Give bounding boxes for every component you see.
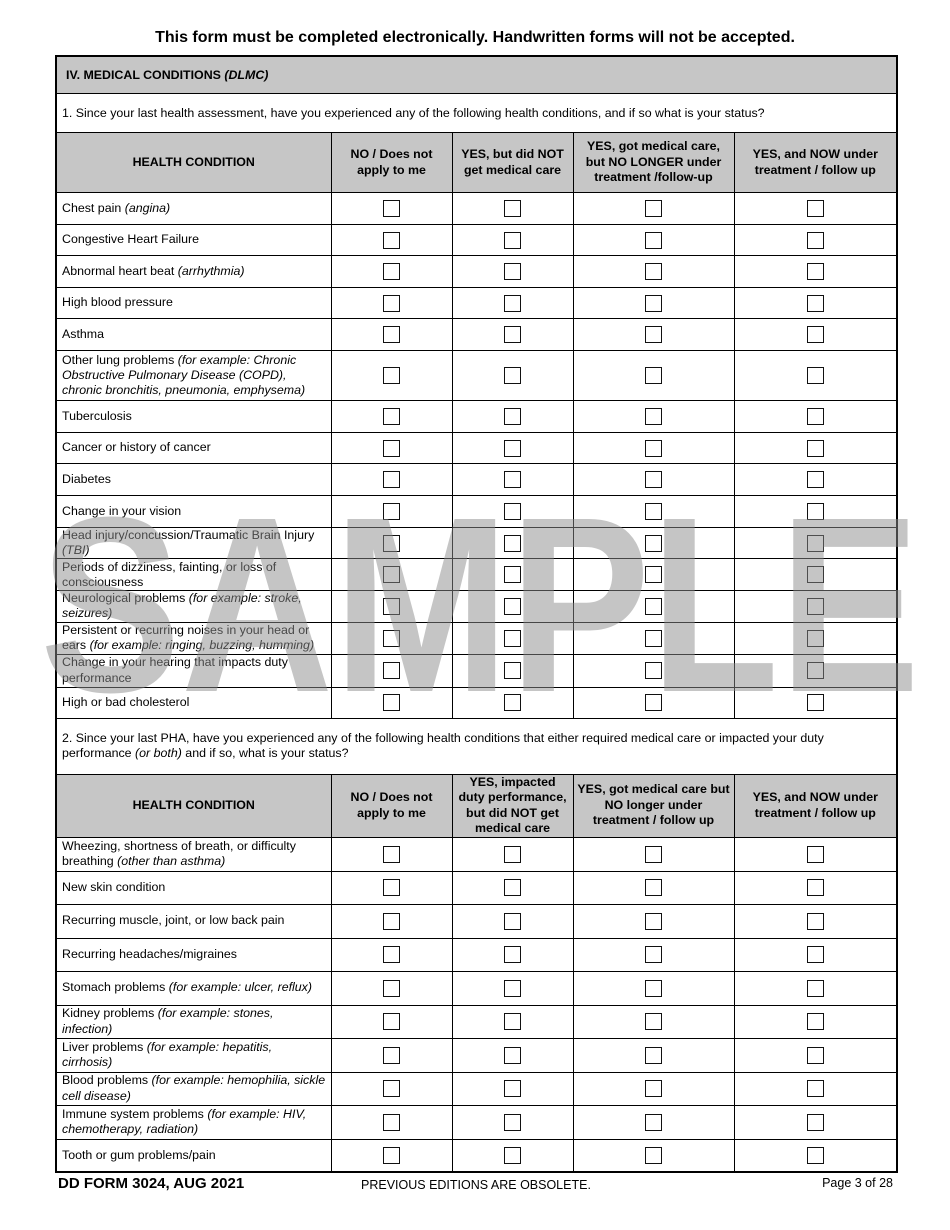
condition-label: Blood problems (for example: hemophilia, sickle cell disease) xyxy=(56,1072,331,1105)
condition-label: Persistent or recurring noises in your head or ears (for example: ringing, buzzing, humming) xyxy=(56,622,331,654)
checkbox-yes-now[interactable] xyxy=(807,200,824,217)
checkbox-cell xyxy=(573,319,734,351)
question-2-text: 2. Since your last PHA, have you experienced any of the following health conditions that either required medical care or impacted your duty performance (or both) and if so, what is your status? xyxy=(56,718,897,774)
checkbox-cell xyxy=(734,401,897,433)
checkbox-cell xyxy=(331,193,452,225)
checkbox-cell xyxy=(331,904,452,938)
condition-example: (for example: ulcer, reflux) xyxy=(168,980,312,995)
condition-label: Congestive Heart Failure xyxy=(56,225,331,256)
checkbox-yes-no-longer[interactable] xyxy=(645,879,662,896)
condition-row xyxy=(56,1005,897,1038)
checkbox-yes-no-longer[interactable] xyxy=(645,295,662,312)
condition-label: Tuberculosis xyxy=(56,401,331,433)
condition-label: Neurological problems (for example: stroke, seizures) xyxy=(56,591,331,622)
condition-label: Change in your hearing that impacts duty performance xyxy=(56,654,331,687)
checkbox-yes-now[interactable] xyxy=(807,846,824,863)
checkbox-cell xyxy=(331,559,452,591)
checkbox-yes-now[interactable] xyxy=(807,1013,824,1030)
condition-label: Abnormal heart beat (arrhythmia) xyxy=(56,256,331,288)
condition-example: (arrhythmia) xyxy=(177,263,245,278)
condition-row xyxy=(56,256,897,288)
checkbox-cell xyxy=(331,464,452,496)
header-health-condition: HEALTH CONDITION xyxy=(56,133,331,193)
checkbox-yes-now[interactable] xyxy=(807,598,824,615)
checkbox-cell xyxy=(452,401,573,433)
checkbox-cell xyxy=(452,225,573,256)
checkbox-yes-no-longer[interactable] xyxy=(645,630,662,647)
checkbox-cell xyxy=(734,433,897,464)
checkbox-cell xyxy=(573,1072,734,1105)
checkbox-cell xyxy=(573,528,734,559)
checkbox-cell xyxy=(331,496,452,528)
condition-label: Recurring muscle, joint, or low back pain xyxy=(56,904,331,938)
section-header xyxy=(56,56,897,94)
checkbox-yes-no-longer[interactable] xyxy=(645,367,662,384)
checkbox-no[interactable] xyxy=(383,598,400,615)
checkbox-yes-no-care[interactable] xyxy=(504,879,521,896)
checkbox-no[interactable] xyxy=(383,471,400,488)
checkbox-cell xyxy=(452,319,573,351)
checkbox-yes-now[interactable] xyxy=(807,946,824,963)
checkbox-cell xyxy=(452,622,573,654)
condition-row xyxy=(56,971,897,1005)
checkbox-yes-no-longer[interactable] xyxy=(645,1147,662,1164)
header-yes-no-care: YES, but did NOT get medical care xyxy=(452,133,573,193)
condition-row xyxy=(56,559,897,591)
checkbox-cell xyxy=(573,591,734,622)
question-2-column-headers xyxy=(56,774,897,837)
header-yes-now: YES, and NOW under treatment / follow up xyxy=(734,133,897,193)
condition-label: Asthma xyxy=(56,319,331,351)
checkbox-cell xyxy=(573,1105,734,1139)
condition-label: Wheezing, shortness of breath, or difficulty breathing (other than asthma) xyxy=(56,837,331,871)
checkbox-no[interactable] xyxy=(383,326,400,343)
checkbox-cell xyxy=(331,837,452,871)
checkbox-cell xyxy=(573,687,734,718)
checkbox-yes-now[interactable] xyxy=(807,662,824,679)
checkbox-yes-now[interactable] xyxy=(807,232,824,249)
checkbox-cell xyxy=(573,654,734,687)
checkbox-cell xyxy=(573,871,734,904)
condition-label: Head injury/concussion/Traumatic Brain Injury (TBI) xyxy=(56,528,331,559)
checkbox-yes-no-longer[interactable] xyxy=(645,1047,662,1064)
condition-example: (for example: hepatitis, cirrhosis) xyxy=(62,1039,273,1069)
checkbox-no[interactable] xyxy=(383,913,400,930)
checkbox-no[interactable] xyxy=(383,1147,400,1164)
section-code: (DLMC) xyxy=(224,68,269,82)
checkbox-no[interactable] xyxy=(383,946,400,963)
checkbox-cell xyxy=(734,837,897,871)
checkbox-no[interactable] xyxy=(383,630,400,647)
header-health-condition: HEALTH CONDITION xyxy=(56,774,331,837)
condition-label: Cancer or history of cancer xyxy=(56,433,331,464)
checkbox-cell xyxy=(452,1005,573,1038)
checkbox-cell xyxy=(734,1038,897,1072)
checkbox-cell xyxy=(734,938,897,971)
checkbox-cell xyxy=(452,559,573,591)
checkbox-no[interactable] xyxy=(383,503,400,520)
checkbox-no[interactable] xyxy=(383,535,400,552)
checkbox-yes-no-longer[interactable] xyxy=(645,846,662,863)
checkbox-yes-no-care[interactable] xyxy=(504,598,521,615)
checkbox-cell xyxy=(573,1005,734,1038)
checkbox-yes-no-longer[interactable] xyxy=(645,440,662,457)
checkbox-cell xyxy=(573,1139,734,1172)
checkbox-yes-no-longer[interactable] xyxy=(645,1013,662,1030)
watermark-text: SAMPLE xyxy=(40,505,920,715)
checkbox-cell xyxy=(452,528,573,559)
checkbox-yes-no-care[interactable] xyxy=(504,408,521,425)
question-1-conditions xyxy=(56,193,897,719)
checkbox-yes-no-care[interactable] xyxy=(504,1047,521,1064)
condition-row xyxy=(56,1038,897,1072)
checkbox-yes-now[interactable] xyxy=(807,295,824,312)
checkbox-yes-now[interactable] xyxy=(807,367,824,384)
checkbox-no[interactable] xyxy=(383,263,400,280)
checkbox-no[interactable] xyxy=(383,662,400,679)
condition-row xyxy=(56,288,897,319)
checkbox-yes-no-care[interactable] xyxy=(504,295,521,312)
checkbox-yes-now[interactable] xyxy=(807,566,824,583)
condition-example: (other than asthma) xyxy=(117,854,226,868)
checkbox-cell xyxy=(573,837,734,871)
checkbox-cell xyxy=(452,1038,573,1072)
condition-label: Chest pain (angina) xyxy=(56,193,331,225)
checkbox-no[interactable] xyxy=(383,200,400,217)
condition-row xyxy=(56,433,897,464)
checkbox-yes-no-care[interactable] xyxy=(504,1147,521,1164)
checkbox-cell xyxy=(452,1105,573,1139)
checkbox-no[interactable] xyxy=(383,367,400,384)
checkbox-cell xyxy=(452,351,573,401)
checkbox-yes-no-longer[interactable] xyxy=(645,946,662,963)
condition-label: High or bad cholesterol xyxy=(56,687,331,718)
checkbox-cell xyxy=(734,319,897,351)
condition-label: Immune system problems (for example: HIV, chemotherapy, radiation) xyxy=(56,1105,331,1139)
checkbox-cell xyxy=(734,225,897,256)
checkbox-cell xyxy=(452,1139,573,1172)
checkbox-cell xyxy=(331,938,452,971)
checkbox-cell xyxy=(734,1139,897,1172)
checkbox-yes-no-care[interactable] xyxy=(504,471,521,488)
medical-conditions-form xyxy=(55,55,898,1173)
checkbox-cell xyxy=(573,904,734,938)
checkbox-cell xyxy=(734,971,897,1005)
checkbox-cell xyxy=(734,559,897,591)
checkbox-yes-no-care[interactable] xyxy=(504,367,521,384)
checkbox-cell xyxy=(331,528,452,559)
checkbox-yes-now[interactable] xyxy=(807,879,824,896)
checkbox-cell xyxy=(573,622,734,654)
checkbox-yes-now[interactable] xyxy=(807,630,824,647)
condition-example: (for example: stroke, seizures) xyxy=(62,591,302,621)
checkbox-yes-no-care[interactable] xyxy=(504,440,521,457)
checkbox-cell xyxy=(573,288,734,319)
checkbox-no[interactable] xyxy=(383,408,400,425)
condition-row xyxy=(56,528,897,559)
checkbox-cell xyxy=(734,193,897,225)
condition-row xyxy=(56,591,897,622)
header-yes-no-longer: YES, got medical care but NO longer under treatment / follow up xyxy=(573,774,734,837)
checkbox-cell xyxy=(573,433,734,464)
condition-row xyxy=(56,622,897,654)
question-1-row xyxy=(56,94,897,133)
condition-example: (for example: hemophilia, sickle cell disease) xyxy=(62,1073,326,1103)
condition-label: Other lung problems (for example: Chronic Obstructive Pulmonary Disease (COPD), chronic bronchitis, pneumonia, emphysema) xyxy=(56,351,331,401)
checkbox-no[interactable] xyxy=(383,1114,400,1131)
condition-example: (for example: ringing, buzzing, humming) xyxy=(89,638,315,652)
checkbox-cell xyxy=(573,193,734,225)
checkbox-cell xyxy=(452,288,573,319)
checkbox-yes-no-care[interactable] xyxy=(504,535,521,552)
checkbox-cell xyxy=(734,464,897,496)
checkbox-yes-no-care[interactable] xyxy=(504,1114,521,1131)
checkbox-cell xyxy=(331,971,452,1005)
condition-row xyxy=(56,319,897,351)
question-2-conditions xyxy=(56,837,897,1172)
checkbox-cell xyxy=(331,1105,452,1139)
checkbox-yes-no-care[interactable] xyxy=(504,1080,521,1097)
checkbox-cell xyxy=(331,1005,452,1038)
checkbox-cell xyxy=(573,496,734,528)
checkbox-cell xyxy=(331,1072,452,1105)
checkbox-yes-now[interactable] xyxy=(807,440,824,457)
condition-row xyxy=(56,225,897,256)
checkbox-yes-no-longer[interactable] xyxy=(645,1114,662,1131)
checkbox-cell xyxy=(331,351,452,401)
checkbox-cell xyxy=(734,496,897,528)
checkbox-yes-now[interactable] xyxy=(807,913,824,930)
condition-row xyxy=(56,837,897,871)
checkbox-yes-now[interactable] xyxy=(807,503,824,520)
checkbox-cell xyxy=(452,591,573,622)
condition-label: Tooth or gum problems/pain xyxy=(56,1139,331,1172)
checkbox-cell xyxy=(452,687,573,718)
checkbox-yes-no-care[interactable] xyxy=(504,980,521,997)
checkbox-yes-no-longer[interactable] xyxy=(645,535,662,552)
checkbox-yes-no-care[interactable] xyxy=(504,694,521,711)
condition-label: Recurring headaches/migraines xyxy=(56,938,331,971)
checkbox-cell xyxy=(734,256,897,288)
checkbox-cell xyxy=(452,433,573,464)
checkbox-yes-no-care[interactable] xyxy=(504,846,521,863)
checkbox-yes-no-longer[interactable] xyxy=(645,1080,662,1097)
checkbox-no[interactable] xyxy=(383,566,400,583)
header-no: NO / Does not apply to me xyxy=(331,774,452,837)
condition-row xyxy=(56,1105,897,1139)
checkbox-cell xyxy=(734,904,897,938)
checkbox-cell xyxy=(573,464,734,496)
condition-label: Liver problems (for example: hepatitis, cirrhosis) xyxy=(56,1038,331,1072)
checkbox-cell xyxy=(734,871,897,904)
condition-example: (TBI) xyxy=(62,543,90,558)
checkbox-yes-no-care[interactable] xyxy=(504,1013,521,1030)
page-number: Page 3 of 28 xyxy=(822,1176,893,1190)
condition-row xyxy=(56,464,897,496)
question-1-column-headers xyxy=(56,133,897,193)
condition-row xyxy=(56,687,897,718)
checkbox-yes-no-care[interactable] xyxy=(504,946,521,963)
checkbox-yes-no-care[interactable] xyxy=(504,913,521,930)
checkbox-cell xyxy=(734,654,897,687)
checkbox-cell xyxy=(452,971,573,1005)
condition-row xyxy=(56,1072,897,1105)
checkbox-yes-no-longer[interactable] xyxy=(645,566,662,583)
header-yes-now: YES, and NOW under treatment / follow up xyxy=(734,774,897,837)
condition-label: High blood pressure xyxy=(56,288,331,319)
checkbox-yes-no-longer[interactable] xyxy=(645,980,662,997)
section-title: IV. MEDICAL CONDITIONS (DLMC) xyxy=(56,56,897,94)
checkbox-cell xyxy=(734,351,897,401)
checkbox-cell xyxy=(331,1139,452,1172)
checkbox-yes-now[interactable] xyxy=(807,535,824,552)
checkbox-cell xyxy=(734,288,897,319)
checkbox-yes-no-care[interactable] xyxy=(504,662,521,679)
condition-example: (for example: stones, infection) xyxy=(62,1006,274,1036)
checkbox-yes-now[interactable] xyxy=(807,1047,824,1064)
checkbox-yes-no-longer[interactable] xyxy=(645,471,662,488)
condition-label: Stomach problems (for example: ulcer, reflux) xyxy=(56,971,331,1005)
condition-label: Change in your vision xyxy=(56,496,331,528)
checkbox-yes-no-care[interactable] xyxy=(504,232,521,249)
checkbox-no[interactable] xyxy=(383,879,400,896)
checkbox-no[interactable] xyxy=(383,980,400,997)
checkbox-cell xyxy=(331,288,452,319)
condition-row xyxy=(56,871,897,904)
checkbox-cell xyxy=(734,622,897,654)
form-identifier: DD FORM 3024, AUG 2021 xyxy=(58,1175,245,1192)
checkbox-cell xyxy=(573,256,734,288)
checkbox-cell xyxy=(573,559,734,591)
checkbox-cell xyxy=(452,256,573,288)
condition-row xyxy=(56,1139,897,1172)
checkbox-cell xyxy=(573,938,734,971)
checkbox-no[interactable] xyxy=(383,1047,400,1064)
condition-label: Periods of dizziness, fainting, or loss of consciousness xyxy=(56,559,331,591)
checkbox-no[interactable] xyxy=(383,846,400,863)
condition-example: (for example: Chronic Obstructive Pulmonary Disease (COPD), chronic bronchitis, pneumonia, emphysema) xyxy=(62,352,306,398)
header-yes-no-longer: YES, got medical care, but NO LONGER under treatment /follow-up xyxy=(573,133,734,193)
condition-row xyxy=(56,904,897,938)
question-2-row xyxy=(56,718,897,774)
checkbox-yes-no-care[interactable] xyxy=(504,630,521,647)
checkbox-no[interactable] xyxy=(383,694,400,711)
checkbox-cell xyxy=(331,591,452,622)
checkbox-cell xyxy=(452,837,573,871)
condition-row xyxy=(56,938,897,971)
checkbox-yes-now[interactable] xyxy=(807,1114,824,1131)
checkbox-yes-no-longer[interactable] xyxy=(645,503,662,520)
condition-example: (for example: HIV, chemotherapy, radiation) xyxy=(62,1106,307,1136)
checkbox-cell xyxy=(573,351,734,401)
condition-example: (angina) xyxy=(124,200,171,215)
condition-label: Diabetes xyxy=(56,464,331,496)
checkbox-yes-no-longer[interactable] xyxy=(645,263,662,280)
checkbox-cell xyxy=(734,591,897,622)
checkbox-cell xyxy=(331,319,452,351)
checkbox-cell xyxy=(452,904,573,938)
checkbox-yes-now[interactable] xyxy=(807,408,824,425)
checkbox-yes-now[interactable] xyxy=(807,1080,824,1097)
condition-row xyxy=(56,193,897,225)
checkbox-yes-now[interactable] xyxy=(807,263,824,280)
checkbox-cell xyxy=(573,1038,734,1072)
checkbox-yes-no-longer[interactable] xyxy=(645,694,662,711)
checkbox-cell xyxy=(331,871,452,904)
checkbox-cell xyxy=(573,971,734,1005)
header-yes-impacted: YES, impacted duty performance, but did NOT get medical care xyxy=(452,774,573,837)
checkbox-yes-now[interactable] xyxy=(807,326,824,343)
checkbox-cell xyxy=(452,938,573,971)
checkbox-cell xyxy=(452,496,573,528)
checkbox-yes-no-longer[interactable] xyxy=(645,232,662,249)
checkbox-cell xyxy=(452,871,573,904)
checkbox-yes-no-care[interactable] xyxy=(504,263,521,280)
checkbox-cell xyxy=(331,622,452,654)
checkbox-yes-no-longer[interactable] xyxy=(645,408,662,425)
checkbox-yes-no-care[interactable] xyxy=(504,200,521,217)
checkbox-cell xyxy=(452,1072,573,1105)
checkbox-yes-no-care[interactable] xyxy=(504,503,521,520)
condition-label: New skin condition xyxy=(56,871,331,904)
checkbox-cell xyxy=(331,401,452,433)
condition-row xyxy=(56,351,897,401)
checkbox-no[interactable] xyxy=(383,1080,400,1097)
checkbox-cell xyxy=(331,654,452,687)
obsolete-notice: PREVIOUS EDITIONS ARE OBSOLETE. xyxy=(361,1178,591,1192)
checkbox-yes-now[interactable] xyxy=(807,1147,824,1164)
checkbox-yes-no-longer[interactable] xyxy=(645,200,662,217)
checkbox-cell xyxy=(331,687,452,718)
checkbox-cell xyxy=(452,193,573,225)
checkbox-cell xyxy=(331,256,452,288)
checkbox-no[interactable] xyxy=(383,295,400,312)
electronic-completion-notice: This form must be completed electronically. Handwritten forms will not be accepted. xyxy=(155,29,795,46)
checkbox-cell xyxy=(734,1072,897,1105)
condition-row xyxy=(56,496,897,528)
checkbox-yes-now[interactable] xyxy=(807,471,824,488)
condition-row xyxy=(56,654,897,687)
checkbox-yes-no-longer[interactable] xyxy=(645,913,662,930)
condition-label: Kidney problems (for example: stones, infection) xyxy=(56,1005,331,1038)
checkbox-yes-no-longer[interactable] xyxy=(645,326,662,343)
checkbox-cell xyxy=(734,1105,897,1139)
checkbox-cell xyxy=(331,225,452,256)
checkbox-cell xyxy=(452,654,573,687)
question-1-text: 1. Since your last health assessment, have you experienced any of the following health conditions, and if so what is your status? xyxy=(56,94,897,133)
checkbox-cell xyxy=(573,225,734,256)
checkbox-cell xyxy=(573,401,734,433)
checkbox-yes-now[interactable] xyxy=(807,980,824,997)
checkbox-no[interactable] xyxy=(383,232,400,249)
checkbox-cell xyxy=(734,687,897,718)
checkbox-no[interactable] xyxy=(383,1013,400,1030)
checkbox-yes-no-longer[interactable] xyxy=(645,662,662,679)
condition-row xyxy=(56,401,897,433)
checkbox-cell xyxy=(331,433,452,464)
header-no: NO / Does not apply to me xyxy=(331,133,452,193)
checkbox-cell xyxy=(734,528,897,559)
checkbox-yes-no-care[interactable] xyxy=(504,326,521,343)
checkbox-yes-now[interactable] xyxy=(807,694,824,711)
checkbox-yes-no-longer[interactable] xyxy=(645,598,662,615)
checkbox-cell xyxy=(331,1038,452,1072)
checkbox-cell xyxy=(452,464,573,496)
checkbox-yes-no-care[interactable] xyxy=(504,566,521,583)
checkbox-cell xyxy=(734,1005,897,1038)
checkbox-no[interactable] xyxy=(383,440,400,457)
